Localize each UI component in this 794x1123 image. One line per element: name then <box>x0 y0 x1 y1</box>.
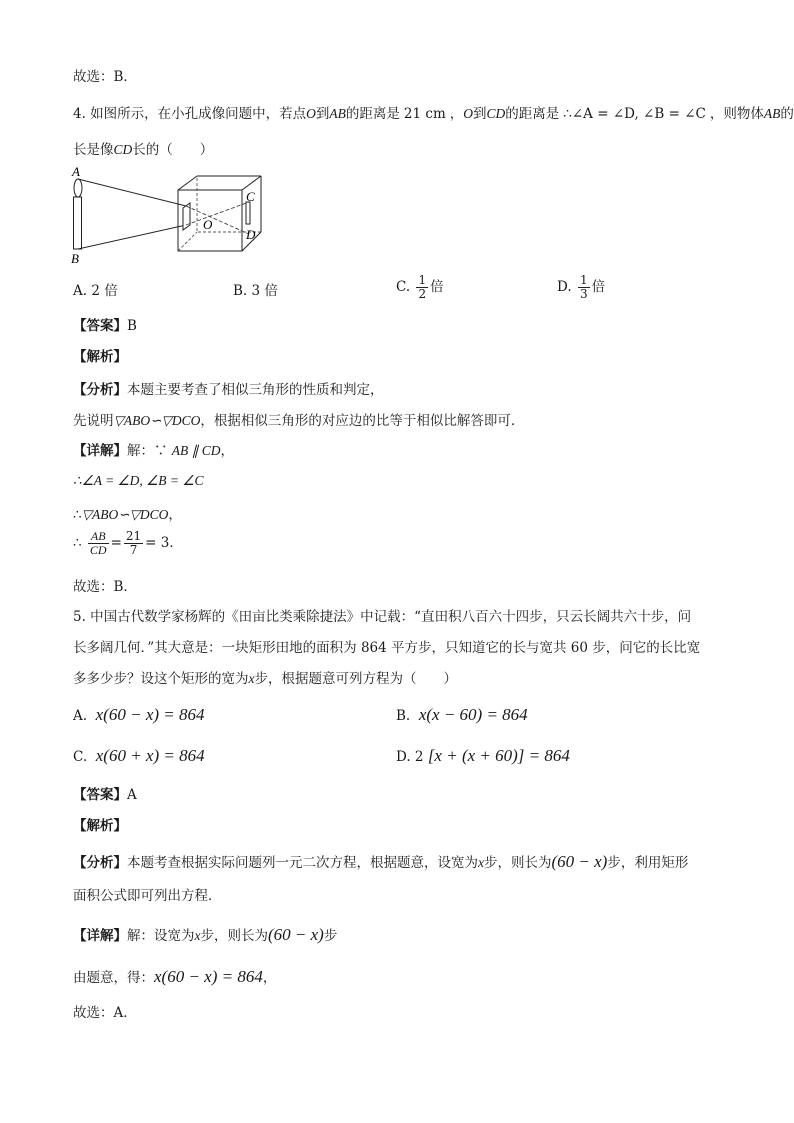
q5-option-c <box>73 746 205 767</box>
therefore: ∴ <box>73 535 82 551</box>
q4-fenxi <box>73 380 384 400</box>
math-cd: CD <box>486 106 506 121</box>
frac-den: 3 <box>579 287 588 301</box>
fenxi-text: 步，利用矩形 <box>607 855 689 871</box>
math-x: x <box>248 671 255 686</box>
equals: = <box>110 535 122 551</box>
fraction-21-7 <box>124 530 143 557</box>
distance-7: ∴∠A = ∠D, ∠B = ∠C <box>563 106 706 122</box>
distance-21: 21 cm <box>403 106 446 122</box>
q4-detail4 <box>73 530 183 557</box>
option-label: D. 2 <box>396 749 424 765</box>
q4-option-b: B. 3 倍 <box>233 283 278 299</box>
q4-detail1 <box>73 441 234 461</box>
fraction-one-third <box>578 274 590 301</box>
q4-analysis-tag: 【解析】 <box>73 349 127 365</box>
q4-text: 的距离是 <box>345 106 400 122</box>
label-o: O <box>203 217 213 232</box>
detail-text: ， <box>168 507 182 523</box>
fraction-one-half <box>416 274 428 301</box>
candle-body <box>74 197 82 249</box>
fenxi-text: ，根据相似三角形的对应边的比等于相似比解答即可． <box>200 413 525 429</box>
math-equation: x(60 − x) = 864 <box>154 967 263 986</box>
detail-text: 步 <box>323 928 338 944</box>
fraction-ab-cd <box>88 530 109 557</box>
q4-detail2: ∴∠A = ∠D, ∠B = ∠C <box>73 473 204 488</box>
detail-tag: 【详解】 <box>73 928 127 944</box>
q4-line2 <box>73 140 213 160</box>
q4-text: 到 <box>473 106 487 122</box>
option-suffix: 倍 <box>430 279 444 295</box>
detail-text: 由题意，得： <box>73 970 154 986</box>
q4-text: 的 <box>780 106 794 122</box>
q4-answer <box>73 316 137 336</box>
q5-text: 步，根据题意可列方程为（ ） <box>254 671 457 687</box>
option-equation: x(60 − x) = 864 <box>95 705 205 724</box>
option-suffix: 倍 <box>591 279 606 295</box>
label-c: C <box>246 189 255 204</box>
option-label: D. <box>557 279 572 295</box>
candle-flame <box>74 179 82 197</box>
q4-detail3 <box>73 505 182 525</box>
fenxi-text: 先说明 <box>73 413 114 429</box>
fenxi-text: 步，则长为 <box>484 855 552 871</box>
therefore: ∴ <box>73 507 82 523</box>
math-ab: AB <box>329 106 346 121</box>
detail-text: ， <box>262 970 277 986</box>
q5-option-d <box>396 746 570 767</box>
fenxi-text: 本题考查根据实际问题列一元二次方程，根据题意，设宽为 <box>127 855 478 871</box>
q4-option-a: A. 2 倍 <box>73 283 118 299</box>
answer-tag: 【答案】 <box>73 787 127 803</box>
pinhole-figure <box>66 162 276 267</box>
q4-text: 长的（ ） <box>132 142 214 158</box>
q4-text: 的距离是 <box>505 106 560 122</box>
option-label: C. <box>73 749 88 765</box>
math-cd: CD <box>113 142 133 157</box>
fenxi-text: 本题主要考查了相似三角形的性质和判定， <box>127 382 384 398</box>
math-x: x <box>478 855 484 870</box>
detail-text: 解：∵ <box>127 443 172 459</box>
option-label: A. <box>73 708 88 724</box>
detail-text: = 3． <box>145 535 183 551</box>
q5-analysis-tag: 【解析】 <box>73 818 127 834</box>
q4-option-d <box>557 274 605 301</box>
q4-text: ，则物体 <box>709 106 764 122</box>
q4-text: 到 <box>315 106 330 122</box>
math-ab: AB <box>763 106 781 121</box>
q4-text: 4. 如图所示，在小孔成像问题中，若点 <box>73 106 307 122</box>
q5-fenxi1 <box>73 852 688 873</box>
option-equation: [x + (x + 60)] = 864 <box>427 746 570 765</box>
math-x: x <box>194 928 201 943</box>
q4-option-c <box>396 274 444 301</box>
frac-den: CD <box>89 543 107 557</box>
option-label: B. <box>396 708 411 724</box>
fenxi-tag: 【分析】 <box>73 855 127 871</box>
option-label: C. <box>396 279 411 295</box>
frac-num: 1 <box>418 273 427 287</box>
q5-answer <box>73 785 137 805</box>
detail-text: 步，则长为 <box>200 928 268 944</box>
option-equation: x(60 + x) = 864 <box>95 746 205 765</box>
label-d: D <box>246 227 256 242</box>
label-a: A <box>72 164 80 179</box>
q4-line1 <box>73 104 794 124</box>
q5-fenxi2: 面积公式即可列出方程． <box>73 888 222 904</box>
frac-num: AB <box>88 530 109 544</box>
frac-den: 2 <box>418 287 427 301</box>
q5-detail1 <box>73 925 337 946</box>
option-equation: x(x − 60) = 864 <box>418 705 528 724</box>
q5-line3 <box>73 669 457 689</box>
detail-tag: 【详解】 <box>73 443 127 459</box>
math-expr: (60 − x) <box>551 852 608 871</box>
fenxi-tag: 【分析】 <box>73 382 127 398</box>
q4-fenxi2 <box>73 411 524 431</box>
q5-choose: 故选：A． <box>73 1005 137 1021</box>
math-similar: ▽ABO∽▽DCO <box>81 507 169 522</box>
image-cd <box>246 202 250 224</box>
math-o: O <box>463 106 474 121</box>
q5-text: 多多少步？设这个矩形的宽为 <box>73 671 249 687</box>
q5-line2: 长多阔几何．”其大意是：一块矩形田地的面积为 864 平方步，只知道它的长与宽共 60 步，问它的长比宽 <box>73 640 701 656</box>
prev-answer: 故选：B． <box>73 69 137 85</box>
q5-detail2 <box>73 967 276 988</box>
q4-choose: 故选：B． <box>73 579 137 595</box>
q4-text: 长是像 <box>73 142 114 158</box>
q5-line1: 5. 中国古代数学家杨辉的《田亩比类乘除捷法》中记载：“直田积八百六十四步，只云长阔共六十步，问 <box>73 609 692 625</box>
q5-option-a <box>73 705 205 726</box>
q5-option-b <box>396 705 528 726</box>
math-expr: (60 − x) <box>268 925 324 944</box>
q4-text: ， <box>449 106 464 122</box>
math-similar: ▽ABO∽▽DCO <box>113 413 201 428</box>
answer-value: B <box>127 318 137 334</box>
math-parallel: AB ∥ CD <box>171 443 221 458</box>
frac-num: 21 <box>125 529 142 543</box>
label-b: B <box>71 251 79 266</box>
frac-den: 7 <box>129 543 138 557</box>
frac-num: 1 <box>579 273 588 287</box>
detail-text: 解：设宽为 <box>127 928 195 944</box>
answer-value: A <box>127 787 137 803</box>
answer-tag: 【答案】 <box>73 318 127 334</box>
detail-text: ， <box>220 443 235 459</box>
math-o: O <box>306 106 316 121</box>
